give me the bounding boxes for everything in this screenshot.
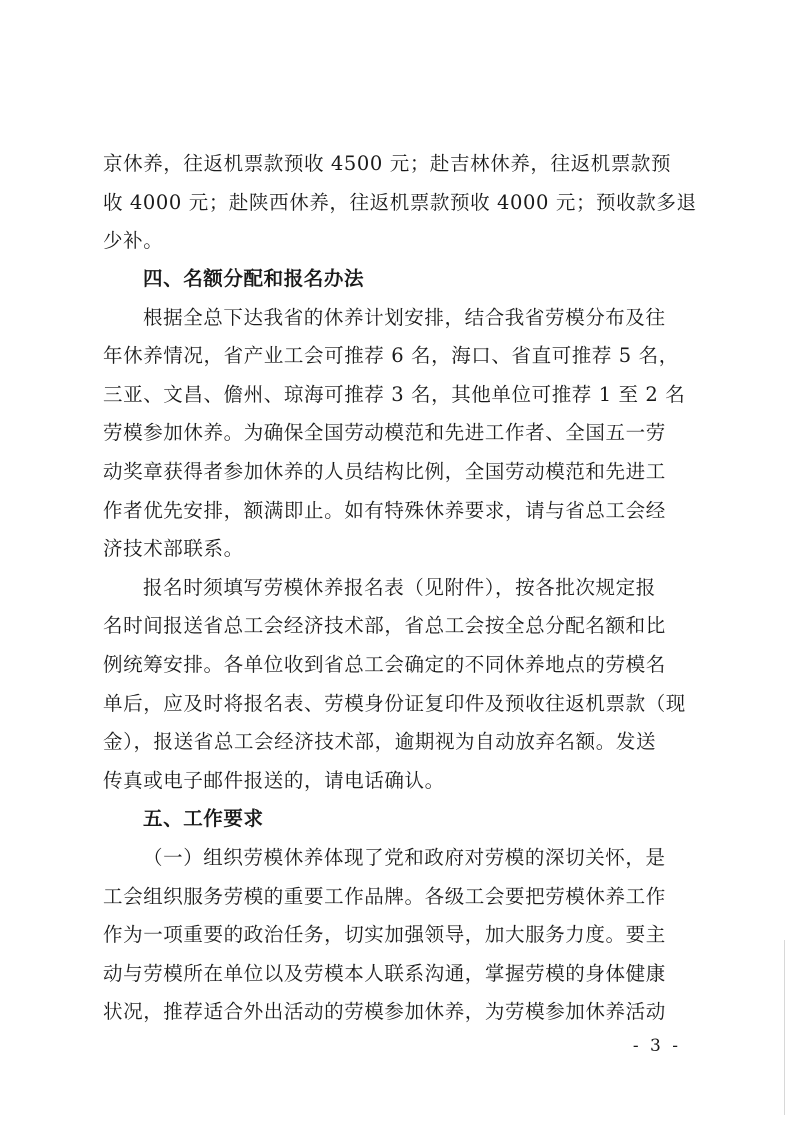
paragraph-line: 少补。: [103, 229, 164, 253]
paragraph-line: 报名时须填写劳模休养报名表（见附件），按各批次规定报: [143, 575, 656, 599]
paragraph-line: 作为一项重要的政治任务，切实加强领导，加大服务力度。要主: [103, 923, 666, 947]
paragraph-line: 动奖章获得者参加休养的人员结构比例，全国劳动模范和先进工: [103, 459, 666, 483]
paragraph-line: 济技术部联系。: [103, 537, 244, 561]
paragraph-line: 单后，应及时将报名表、劳模身份证复印件及预收往返机票款（现: [103, 691, 686, 715]
paragraph-line: 根据全总下达我省的休养计划安排，结合我省劳模分布及往: [143, 305, 666, 329]
section-heading-4: 四、名额分配和报名办法: [143, 267, 365, 290]
paragraph-line: 工会组织服务劳模的重要工作品牌。各级工会要把劳模休养工作: [103, 884, 666, 908]
section-heading-5: 五、工作要求: [143, 807, 264, 831]
paragraph-line: 京休养，往返机票款预收 4500 元；赴吉林休养，往返机票款预: [103, 152, 672, 175]
body-text-section-3-end: [103, 145, 697, 261]
section-4: [103, 260, 689, 1032]
paragraph-line: 三亚、文昌、儋州、琼海可推荐 3 名，其他单位可推荐 1 至 2 名: [103, 382, 686, 406]
paragraph-line: 例统筹安排。各单位收到省总工会确定的不同休养地点的劳模名: [103, 652, 666, 676]
paragraph-line: 劳模参加休养。为确保全国劳动模范和先进工作者、全国五一劳: [103, 421, 666, 445]
paragraph-line: 年休养情况，省产业工会可推荐 6 名，海口、省直可推荐 5 名，: [103, 344, 679, 368]
paragraph-line: 作者优先安排，额满即止。如有特殊休养要求，请与省总工会经: [103, 498, 666, 522]
paragraph-line: 名时间报送省总工会经济技术部，省总工会按全总分配名额和比: [103, 614, 666, 638]
paragraph-line: 动与劳模所在单位以及劳模本人联系沟通，掌握劳模的身体健康: [103, 961, 666, 985]
page-number: - 3 -: [632, 1036, 681, 1056]
paragraph-line: 金），报送省总工会经济技术部，逾期视为自动放弃名额。发送: [103, 730, 657, 754]
paragraph-line: 收 4000 元；赴陕西休养，往返机票款预收 4000 元；预收款多退: [103, 190, 697, 214]
scan-edge-line: [784, 940, 785, 1115]
paragraph-line: 状况，推荐适合外出活动的劳模参加休养，为劳模参加休养活动: [103, 1000, 666, 1024]
paragraph-line: 传真或电子邮件报送的，请电话确认。: [103, 768, 445, 792]
paragraph-line: （一）组织劳模休养体现了党和政府对劳模的深切关怀，是: [143, 845, 666, 869]
